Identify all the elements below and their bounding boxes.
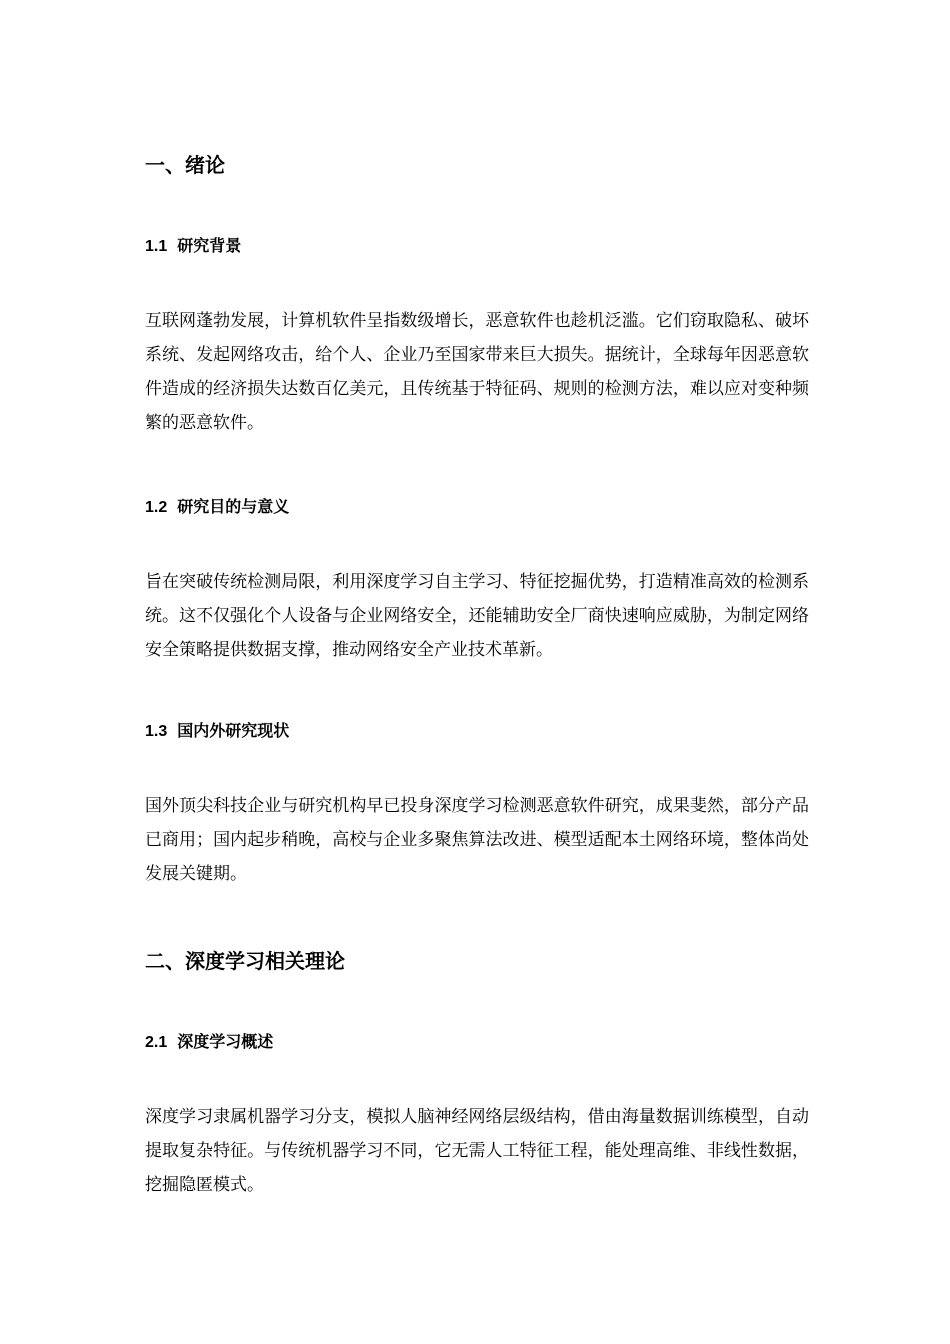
subsection-number: 1.3	[145, 723, 168, 740]
subsection-heading-1-2	[145, 495, 815, 520]
subsection-number: 1.1	[145, 238, 168, 255]
subsection-number: 1.2	[145, 499, 168, 516]
subsection-heading-2-1	[145, 1030, 815, 1055]
subsection-title: 研究目的与意义	[177, 497, 290, 516]
paragraph-1-3: 国外顶尖科技企业与研究机构早已投身深度学习检测恶意软件研究，成果斐然，部分产品已商用；国内起步稍晚，高校与企业多聚焦算法改进、模型适配本土网络环境，整体尚处发展关键期。	[145, 796, 809, 884]
section-heading-2: 二、深度学习相关理论	[145, 949, 345, 973]
subsection-heading-1-1	[145, 234, 815, 259]
subsection-title: 深度学习概述	[177, 1032, 274, 1051]
subsection-title: 国内外研究现状	[177, 721, 290, 740]
paragraph-2-1: 深度学习隶属机器学习分支，模拟人脑神经网络层级结构，借由海量数据训练模型，自动提取复杂特征。与传统机器学习不同，它无需人工特征工程，能处理高维、非线性数据，挖掘隐匿模式。	[145, 1107, 809, 1195]
subsection-title: 研究背景	[177, 236, 242, 255]
paragraph-1-1: 互联网蓬勃发展，计算机软件呈指数级增长，恶意软件也趁机泛滥。它们窃取隐私、破坏系统、发起网络攻击，给个人、企业乃至国家带来巨大损失。据统计，全球每年因恶意软件造成的经济损失达数百亿美元，且传统基于特征码、规则的检测方法，难以应对变种频繁的恶意软件。	[145, 311, 809, 433]
subsection-number: 2.1	[145, 1034, 168, 1051]
subsection-heading-1-3	[145, 719, 815, 744]
section-heading-1: 一、绪论	[145, 153, 225, 177]
paragraph-1-2: 旨在突破传统检测局限，利用深度学习自主学习、特征挖掘优势，打造精准高效的检测系统。这不仅强化个人设备与企业网络安全，还能辅助安全厂商快速响应威胁，为制定网络安全策略提供数据支撑，推动网络安全产业技术革新。	[145, 572, 809, 660]
